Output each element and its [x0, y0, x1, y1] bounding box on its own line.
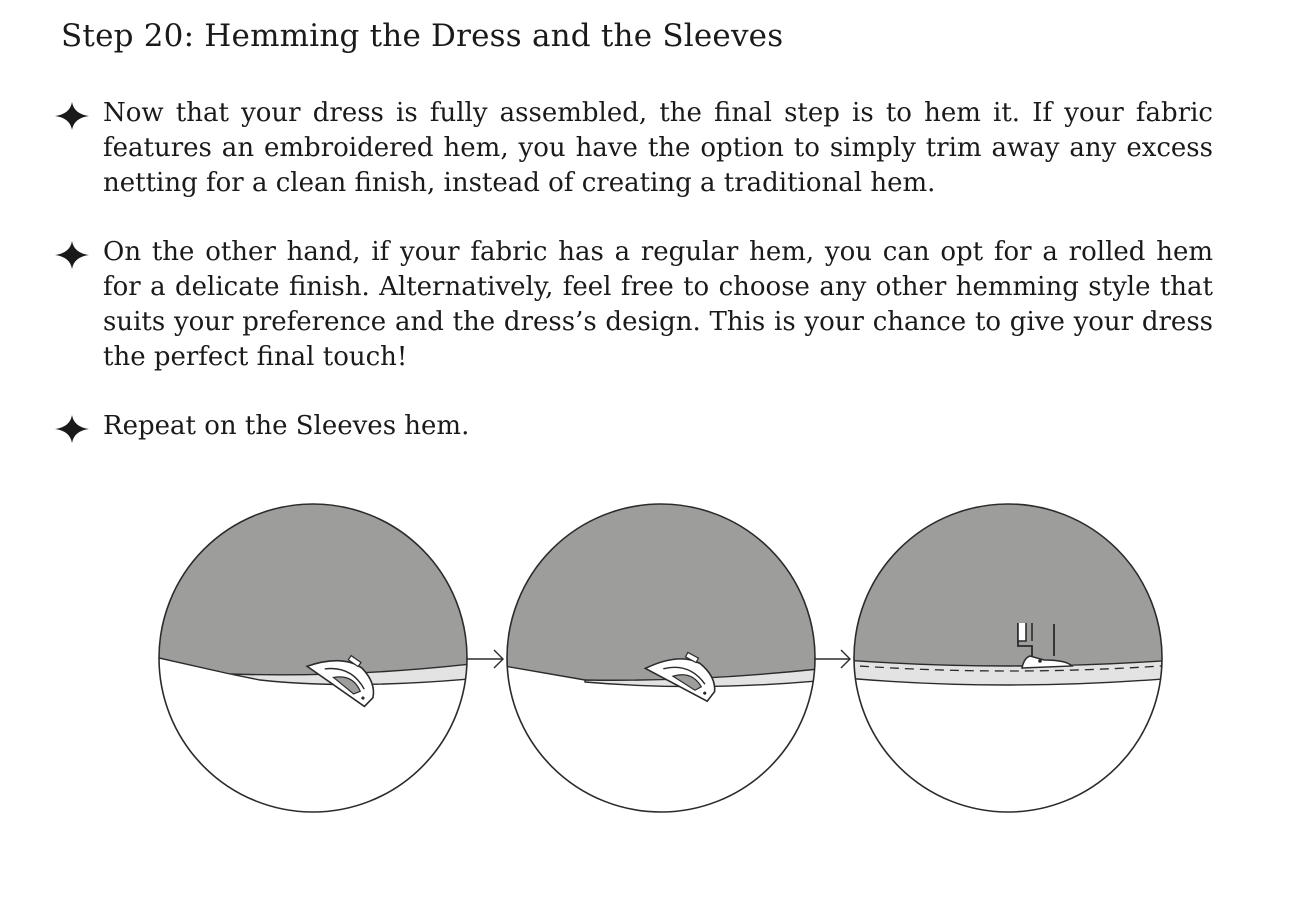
bullet-text: Repeat on the Sleeves hem. — [103, 411, 470, 441]
panel-fold-again — [498, 495, 828, 825]
panel-stitch — [845, 495, 1175, 825]
page-title: Step 20: Hemming the Dress and the Sleeves — [61, 18, 784, 54]
panel-fold-press — [150, 495, 480, 825]
bullet-text: Now that your dress is fully assembled, the final step is to hem it. If your fabric features an embroidered hem, you have the option to simply trim away any excess netting for a clean finish, instead of creating a traditional hem. — [103, 98, 1213, 198]
bullet-text: On the other hand, if your fabric has a regular hem, you can opt for a rolled hem for a delicate finish. Alternatively, feel free to choose any other hemming style that suits your preference and the dress’s design. This is your chance to give your dress the perfect final touch! — [103, 237, 1213, 372]
arrow-right-icon — [815, 650, 850, 668]
arrow-right-icon — [467, 650, 503, 668]
